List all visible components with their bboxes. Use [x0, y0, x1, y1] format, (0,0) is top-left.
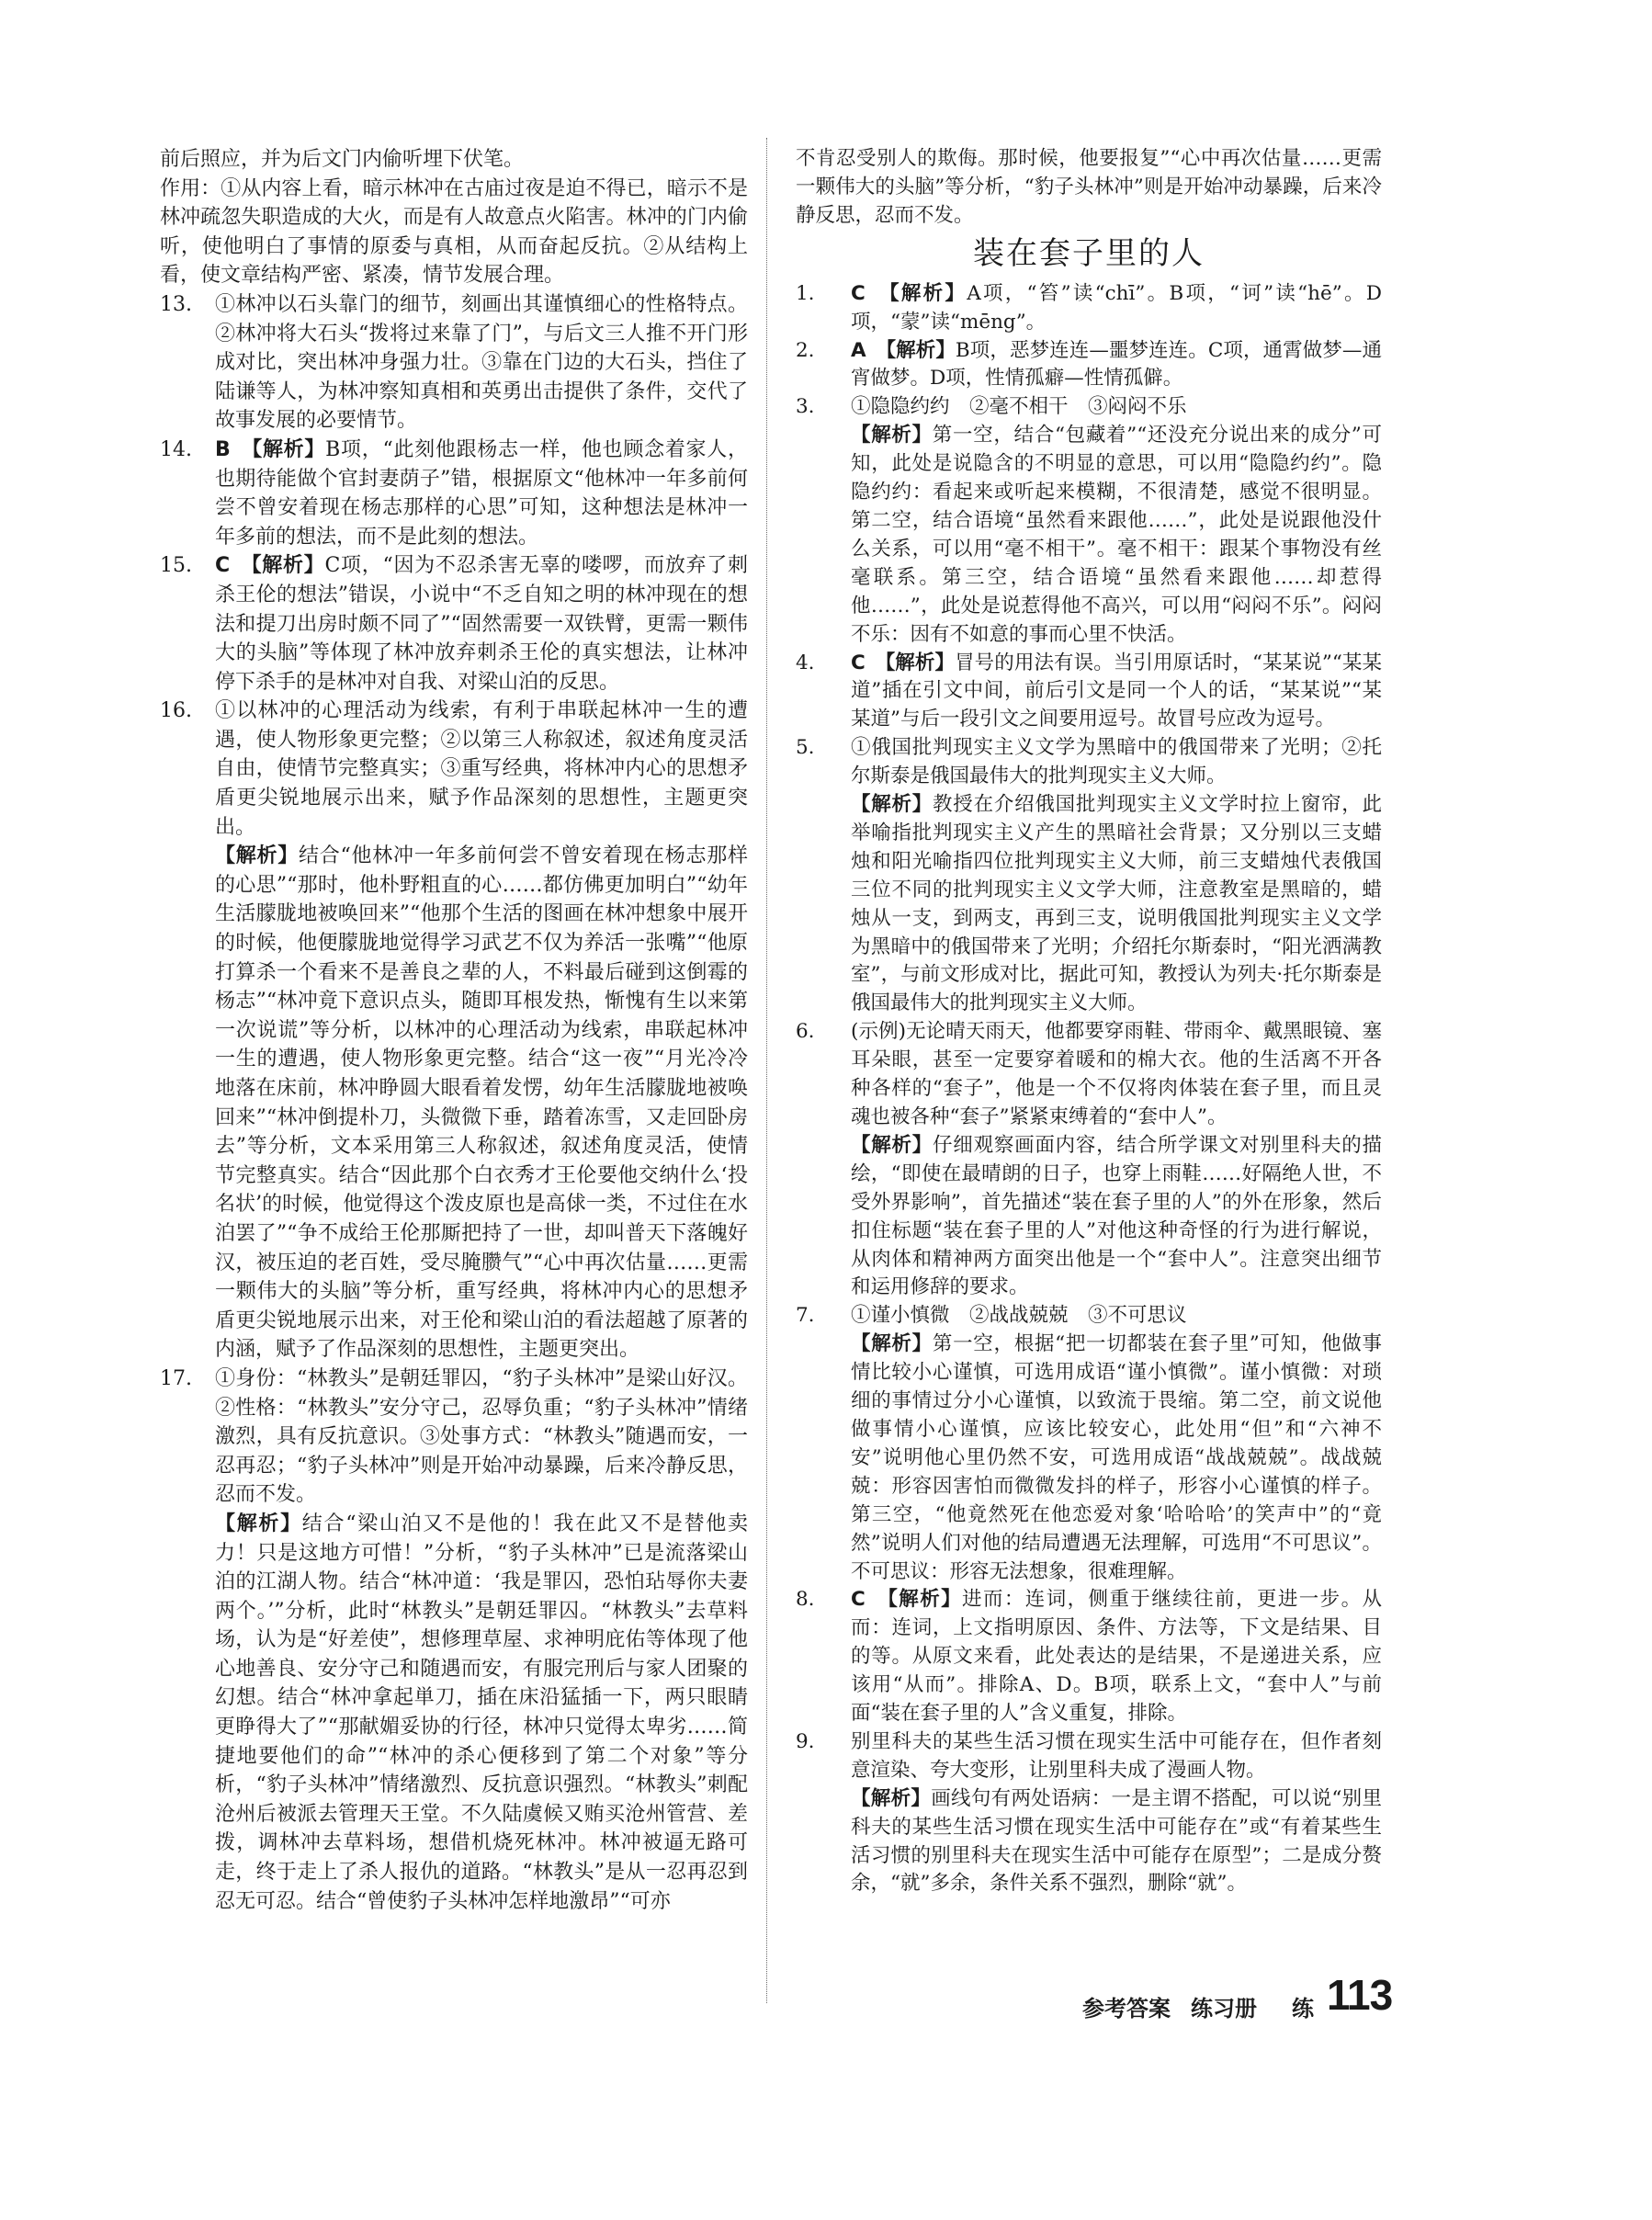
answer-text: C项，“因为不忍杀害无辜的喽啰，而放弃了刺杀王伦的想法”错误，小说中“不乏自知之明的林冲现在的想法和提刀出房时颇不同了”“固然需要一双铁臂，更需一颗伟大的头脑”等体现了林冲放弃刺杀王伦的真实想法，让林冲停下杀手的是林冲对自我、对梁山泊的反思。: [215, 554, 748, 694]
answer-text: ①林冲以石头靠门的细节，刻画出其谨慎细心的性格特点。②林冲将大石头“拨将过来靠了门”，与后文三人推不开门形成对比，突出林冲身强力壮。③靠在门边的大石头，挡住了陆谦等人，为林冲察知真相和英勇出击提供了条件，交代了故事发展的必要情节。: [215, 292, 748, 433]
answer-paragraph: [215, 842, 748, 1365]
item-number: 16.: [160, 699, 192, 723]
answer-item: [160, 551, 748, 697]
intro-paragraph: 不肯忍受别人的欺侮。那时候，他要报复”“心中再次估量……更需一颗伟大的头脑”等分析，“豹子头林冲”则是开始冲动暴躁，后来冷静反思，忍而不发。: [796, 147, 1382, 227]
item-number: 7.: [796, 1304, 815, 1328]
answer-paragraph: [215, 290, 748, 436]
answer-text: 教授在介绍俄国批判现实主义文学时拉上窗帘，此举喻指批判现实主义产生的黑暗社会背景；又分别以三支蜡烛和阳光喻指四位批判现实主义大师，前三支蜡烛代表俄国三位不同的批判现实主义文学大师，注意教室是黑暗的，蜡烛从一支，到两支，再到三支，说明俄国批判现实主义文学为黑暗中的俄国带来了光明；介绍托尔斯泰时，“阳光洒满教室”，与前文形成对比，据此可知，教授认为列夫·托尔斯泰是俄国最伟大的批判现实主义大师。: [851, 793, 1382, 1015]
section-title: 装在套子里的人: [973, 234, 1205, 272]
answer-paragraph: [851, 1728, 1382, 1785]
item-number: 14.: [160, 437, 192, 461]
answer-paragraph: [215, 551, 748, 697]
answer-text: 别里科夫的某些生活习惯在现实生活中可能存在，但作者刻意渲染、夸大变形，让别里科夫成了漫画人物。: [851, 1729, 1382, 1782]
answer-paragraph: [851, 1785, 1382, 1899]
answer-item: [796, 1728, 1382, 1898]
answer-item: [796, 280, 1382, 337]
answer-item: [796, 734, 1382, 1018]
answer-paragraph: [851, 734, 1382, 791]
page-number: 113: [1327, 1971, 1393, 2019]
answer-text: 第一空，根据“把一切都装在套子里”可知，他做事情比较小心谨慎，可选用成语“谨小慎微”。谨小慎微：对琐细的事情过分小心谨慎，以致流于畏缩。第二空，前文说他做事情小心谨慎，应该比较安心，此处用“但”和“六神不安”说明他心里仍然不安，可选用成语“战战兢兢”。战战兢兢：形容因害怕而微微发抖的样子，形容小心谨慎的样子。第三空，“他竟然死在他恋爱对象‘哈哈哈’的笑声中”的“竟然”说明人们对他的结局遭遇无法理解，可选用“不可思议”。不可思议：形容无法想象，很难理解。: [851, 1332, 1382, 1583]
answer-label: A 【解析】: [851, 338, 956, 362]
footer-practice-label: 练习册: [1191, 1996, 1257, 2022]
answer-paragraph: [215, 697, 748, 842]
answer-paragraph: [851, 1018, 1382, 1132]
answer-item: [160, 436, 748, 551]
answer-item: [796, 337, 1382, 394]
answer-item: [160, 290, 748, 436]
answer-text: ①身份：“林教头”是朝廷罪囚，“豹子头林冲”是梁山好汉。②性格：“林教头”安分守己，忍辱负重；“豹子头林冲”情绪激烈，具有反抗意识。③处事方式：“林教头”随遇而安，一忍再忍；“豹子头林冲”则是开始冲动暴躁，后来冷静反思，忍而不发。: [215, 1366, 748, 1507]
item-number: 5.: [796, 736, 815, 760]
answer-text: 结合“梁山泊又不是他的！我在此又不是替他卖力！只是这地方可惜！”分析，“豹子头林冲”已是流落梁山泊的江湖人物。结合“林冲道：‘我是罪囚，恐怕玷辱你夫妻两个。’”分析，此时“林教头”是朝廷罪囚。“林教头”去草料场，认为是“好差使”，想修理草屋、求神明庇佑等体现了他心地善良、安分守己和随遇而安，有服完刑后与家人团聚的幻想。结合“林冲拿起単刀，插在床沿猛插一下，两只眼睛更睁得大了”“那献媚妥协的行径，林冲只觉得太卑劣……简捷地要他们的命”“林冲的杀心便移到了第二个对象”等分析，“豹子头林冲”情绪激烈、反抗意识强烈。“林教头”刺配沧州后被派去管理天王堂。不久陆虞候又贿买沧州管营、差拨，调林冲去草料场，想借机烧死林冲。林冲被逼无路可走，终于走上了杀人报仇的道路。“林教头”是从一忍再忍到忍无可忍。结合“曾使豹子头林冲怎样地激昂”“可亦: [215, 1512, 748, 1913]
answer-label: 【解析】: [851, 424, 933, 447]
answer-text: (示例)无论晴天雨天，他都要穿雨鞋、带雨伞、戴黑眼镜、塞耳朵眼，甚至一定要穿着暖和的棉大衣。他的生活离不开各种各样的“套子”，他是一个不仅将肉体装在套子里，而且灵魂也被各种“套子”紧紧束缚着的“套中人”。: [851, 1020, 1382, 1128]
answer-item: [796, 1302, 1382, 1586]
item-number: 3.: [796, 395, 815, 419]
answer-item: [796, 393, 1382, 649]
answer-paragraph: [851, 393, 1382, 422]
footer-tag: 练: [1292, 1996, 1314, 2022]
answer-text: 画线句有两处语病：一是主谓不搭配，可以说“别里科夫的某些生活习惯在现实生活中可能存在”或“有着某些生活习惯的别里科夫在现实生活中可能存在原型”；二是成分赘余，“就”多余，条件关系不强烈，删除“就”。: [851, 1786, 1382, 1896]
answer-label: B 【解析】: [215, 437, 326, 461]
answer-paragraph: [851, 791, 1382, 1018]
column-divider: [766, 138, 767, 2003]
answer-label: 【解析】: [851, 1133, 933, 1157]
answer-text: A项，“笞”读“chī”。B项，“诃”读“hē”。D项，“蒙”读“mēng”。: [851, 281, 1382, 334]
answer-paragraph: [215, 436, 748, 551]
answer-item: [160, 697, 748, 1365]
answer-item: [796, 1586, 1382, 1728]
intro-paragraph: 作用：①从内容上看，暗示林冲在古庙过夜是迫不得已，暗示不是林冲疏忽失职造成的大火，而是有人故意点火陷害。林冲的门内偷听，使他明白了事情的原委与真相，从而奋起反抗。②从结构上看，使文章结构严密、紧凑，情节发展合理。: [160, 176, 748, 288]
item-number: 4.: [796, 651, 815, 674]
answer-paragraph: [215, 1510, 748, 1916]
answer-paragraph: [851, 1586, 1382, 1728]
answer-item: [796, 650, 1382, 735]
answer-text: 进而：连词，侧重于继续往前，更进一步。从而：连词，上文指明原因、条件、方法等，下文是结果、目的等。从原文来看，此处表达的是结果，不是递进关系，应该用“从而”。排除A、D。B项，联系上文，“套中人”与前面“装在套子里的人”含义重复，排除。: [851, 1588, 1382, 1726]
answer-text: B项，恶梦连连—噩梦连连。C项，通霄做梦—通宵做梦。D项，性情孤癖—性情孤僻。: [851, 338, 1382, 391]
answer-paragraph: [851, 1302, 1382, 1331]
answer-text: ①俄国批判现实主义文学为黑暗中的俄国带来了光明；②托尔斯泰是俄国最伟大的批判现实主义大师。: [851, 736, 1382, 788]
item-number: 2.: [796, 338, 815, 362]
answer-label: C 【解析】: [851, 1588, 963, 1612]
answer-text: 冒号的用法有误。当引用原话时，“某某说”“某某道”插在引文中间，前后引文是同一个人的话，“某某说”“某某道”与后一段引文之间要用逗号。故冒号应改为逗号。: [851, 651, 1383, 731]
item-number: 1.: [796, 281, 815, 305]
answer-paragraph: [851, 650, 1382, 735]
answer-label: 【解析】: [215, 844, 299, 868]
answer-text: 仔细观察画面内容，结合所学课文对别里科夫的描绘，“即使在最晴朗的日子，也穿上雨鞋……好隔绝人世，不受外界影响”，首先描述“装在套子里的人”的外在形象，然后扣住标题“装在套子里的人”对他这种奇怪的行为进行解说，从肉体和精神两方面突出他是一个“套中人”。注意突出细节和运用修辞的要求。: [851, 1133, 1382, 1299]
item-number: 8.: [796, 1588, 815, 1612]
answer-label: C 【解析】: [851, 281, 967, 305]
item-number: 15.: [160, 554, 192, 578]
answer-label: C 【解析】: [851, 651, 956, 674]
answer-label: C 【解析】: [215, 554, 325, 578]
answer-label: 【解析】: [851, 1332, 933, 1356]
page-footer: [1082, 1970, 1395, 2025]
answer-text: ①谨小慎微 ②战战兢兢 ③不可思议: [851, 1304, 1187, 1328]
item-number: 9.: [796, 1729, 815, 1753]
answer-text: B项，“此刻他跟杨志一样，他也顾念着家人，也期待能做个官封妻荫子”错，根据原文“他林冲一年多前何尝不曾安着现在杨志那样的心思”可知，这种想法是林冲一年多前的想法，而不是此刻的想法。: [215, 437, 748, 549]
answer-paragraph: [851, 1132, 1382, 1302]
answer-text: 第一空，结合“包藏着”“还没充分说出来的成分”可知，此处是说隐含的不明显的意思，可以用“隐隐约约”。隐隐约约：看起来或听起来模糊，不很清楚，感觉不很明显。第二空，结合语境“虽然看来跟他……”，此处是说跟他没什么关系，可以用“毫不相干”。毫不相干：跟某个事物没有丝毫联系。第三空，结合语境“虽然看来跟他……却惹得他……”，此处是说惹得他不高兴，可以用“闷闷不乐”。闷闷不乐：因有不如意的事而心里不快活。: [851, 424, 1382, 646]
answer-label: 【解析】: [215, 1512, 302, 1535]
item-number: 6.: [796, 1020, 815, 1044]
answer-text: ①隐隐约约 ②毫不相干 ③闷闷不乐: [851, 395, 1187, 419]
answer-paragraph: [851, 280, 1382, 337]
right-column: [796, 145, 1382, 1898]
answer-label: 【解析】: [851, 793, 933, 817]
intro-paragraph: 前后照应，并为后文门内偷听埋下伏笔。: [160, 148, 525, 171]
answer-paragraph: [215, 1365, 748, 1510]
answer-text: ①以林冲的心理活动为线索，有利于串联起林冲一生的遭遇，使人物形象更完整；②以第三人称叙述，叙述角度灵活自由，使情节完整真实；③重写经典，将林冲内心的思想矛盾更尖锐地展示出来，赋予作品深刻的思想性，主题更突出。: [215, 699, 748, 839]
answer-label: 【解析】: [851, 1786, 932, 1810]
left-column: [160, 145, 748, 1916]
answer-item: [160, 1365, 748, 1916]
answer-item: [796, 1018, 1382, 1302]
answer-paragraph: [851, 422, 1382, 649]
answer-paragraph: [851, 337, 1382, 394]
answer-text: 结合“他林冲一年多前何尝不曾安着现在杨志那样的心思”“那时，他朴野粗直的心……都仿佛更加明白”“幼年生活朦胧地被唤回来”“他那个生活的图画在林冲想象中展开的时候，他便朦胧地觉得学习武艺不仅为养活一张嘴”“他原打算杀一个看来不是善良之辈的人，不料最后碰到这倒霉的杨志”“林冲竟下意识点头，随即耳根发热，惭愧有生以来第一次说谎”等分析，以林冲的心理活动为线索，串联起林冲一生的遭遇，使人物形象更完整。结合“这一夜”“月光冷冷地落在床前，林冲睁圆大眼看着发愣，幼年生活朦胧地被唤回来”“林冲倒提朴刀，头微微下垂，踏着冻雪，又走回卧房去”等分析，文本采用第三人称叙述，叙述角度灵活，使情节完整真实。结合“因此那个白衣秀才王伦要他交纳什么‘投名状’的时候，他觉得这个泼皮原也是高俅一类，不过住在水泊罢了”“争不成给王伦那厮把持了一世，却叫普天下落魄好汉，被压迫的老百姓，受尽腌臜气”“心中再次估量……更需一颗伟大的头脑”等分析，重写经典，将林冲内心的思想矛盾更尖锐地展示出来，对王伦和梁山泊的看法超越了原著的内涵，赋予了作品深刻的思想性，主题更突出。: [215, 844, 748, 1362]
answer-paragraph: [851, 1331, 1382, 1586]
item-number: 17.: [160, 1366, 192, 1390]
footer-answers-label: 参考答案: [1082, 1996, 1171, 2022]
item-number: 13.: [160, 292, 192, 316]
